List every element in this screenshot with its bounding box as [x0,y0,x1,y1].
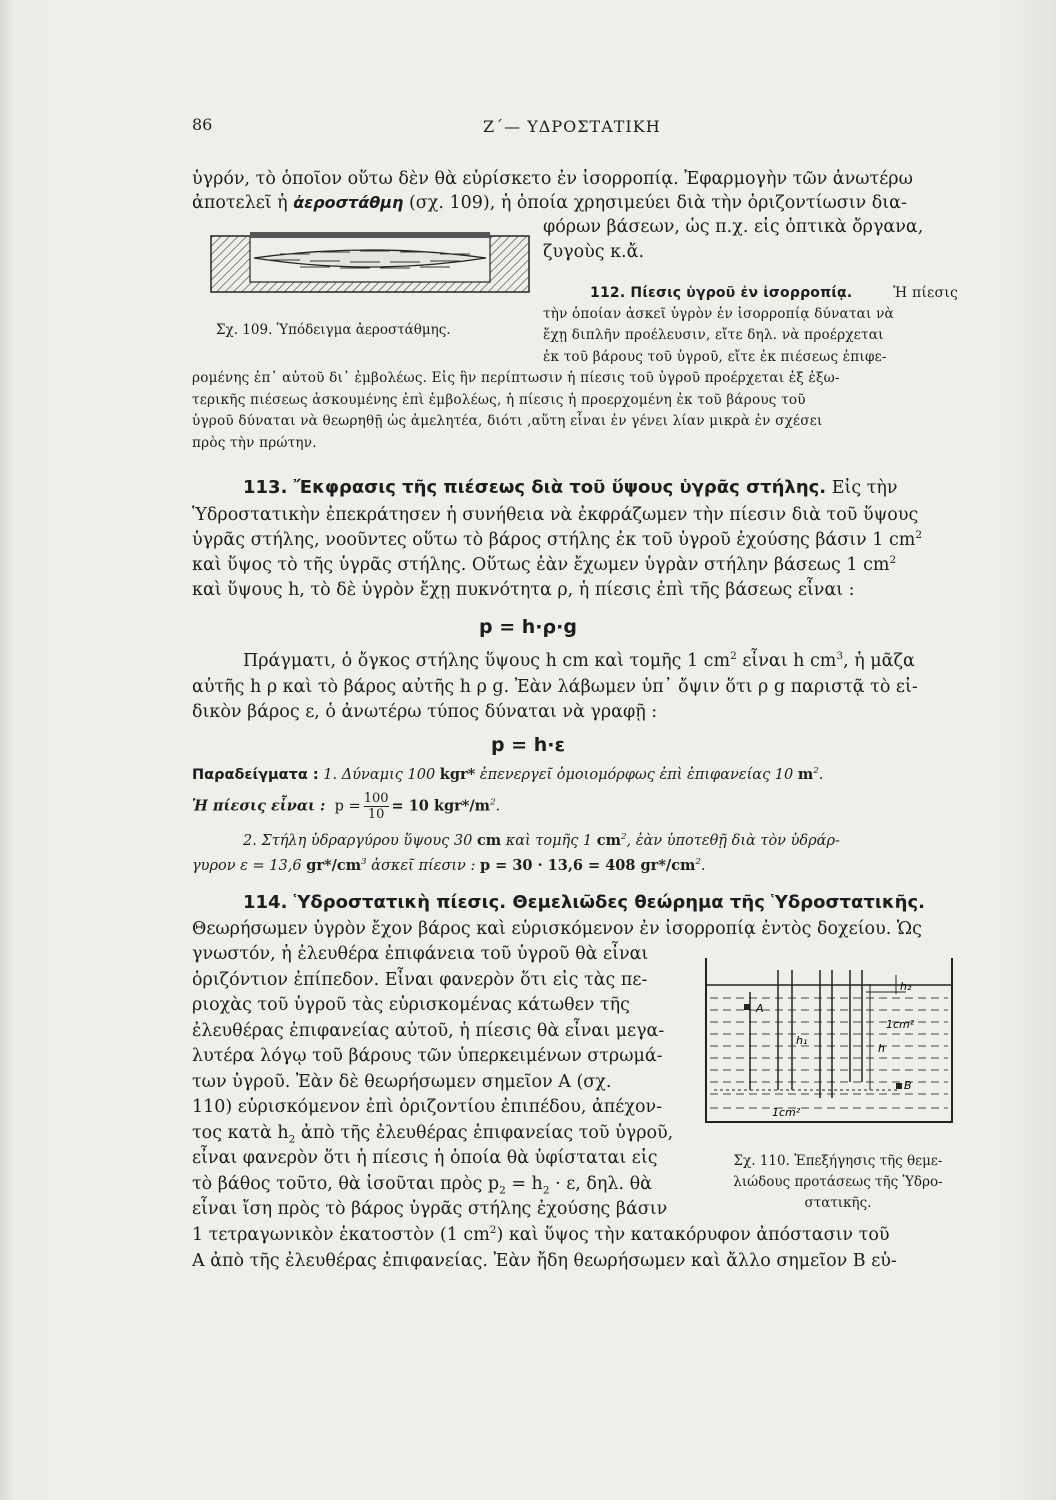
section-114-line-3: ὁριζόντιον ἐπίπεδον. Εἶναι φανερὸν ὅτι εἰς τὰς πε- [192,970,648,990]
page-number: 86 [192,115,213,134]
example-1-result: Ἡ πίεσις εἶναι : p = $\frac{100}{10}$ = 10 $kgr*/m^2$. [192,791,501,822]
example-2-line-1: 2. Στήλη ὑδραργύρου ὕψους 30 cm καὶ τομῆς 1 $cm^2$, ἐὰν ὑποτεθῇ διὰ τὸν ὑδράρ- [243,832,840,849]
section-114-line-4: ριοχὰς τοῦ ὑγροῦ τὰς εὑρισκομένας κάτωθεν τῆς [192,995,630,1015]
intro-line-1: ὑγρόν, τὸ ὁποῖον οὕτω δὲν θὰ εὑρίσκετο ἐν ἰσορροπίᾳ. Ἐφαρμογὴν τῶν ἀνωτέρω [192,169,913,189]
section-114-line-2: γνωστόν, ἡ ἐλευθέρα ἐπιφάνεια τοῦ ὑγροῦ θὰ εἶναι [192,944,649,964]
section-114-line-7: των ὑγροῦ. Ἐὰν δὲ θεωρήσωμεν σημεῖον Α (σχ. [192,1072,612,1092]
section-113-line-2: Ὑδροστατικὴν ἐπεκράτησεν ἡ συνήθεια νὰ ἐκφράζωμεν τὴν πίεσιν διὰ τοῦ ὕψους [192,505,919,525]
section-113-line-4: καὶ ὕψος τὸ τῆς ὑγρᾶς στήλης. Οὕτως ἐὰν ἔχωμεν ὑγρὰν στήλην βάσεως 1 $cm^2$ [192,554,897,575]
example-1: Παραδείγματα : 1. Δύναμις 100 kgr* ἐπενεργεῖ ὁμοιομόρφως ἐπὶ ἐπιφανείας 10 $m^2$. [192,766,824,783]
figure-110-caption: Σχ. 110. Ἐπεξήγησις τῆς θεμε- λιώδους προτάσεως τῆς Ὑδρο- στατικῆς. [733,1153,943,1211]
label-A: A [756,1002,764,1015]
label-1cm2-top: 1cm² [886,1018,915,1031]
intro-line-3: φόρων βάσεων, ὡς π.χ. εἰς ὀπτικὰ ὄργανα, [543,217,924,237]
section-114-line-11: τὸ βάθος τοῦτο, θὰ ἰσοῦται πρὸς $p_2 = h_2 \cdot \varepsilon$, δηλ. θὰ [192,1174,652,1197]
figure-109-spirit-level [210,230,530,295]
section-114-line-14: Α ἀπὸ τῆς ἐλευθέρας ἐπιφανείας. Ἐὰν ἤδη θεωρήσωμεν καὶ ἄλλο σημεῖον Β εὑ- [192,1251,897,1271]
section-112-line-3: ἔχῃ διπλῆν προέλευσιν, εἴτε δηλ. νὰ προέρχεται [543,327,884,343]
section-114-line-13: 1 τετραγωνικὸν ἑκατοστὸν (1 $cm^2$) καὶ ὕψος τὴν κατακόρυφον ἀπόστασιν τοῦ [192,1224,890,1245]
section-114-line-1: Θεωρήσωμεν ὑγρὸν ἔχον βάρος καὶ εὑρισκόμενον ἐν ἰσορροπίᾳ ἐντὸς δοχείου. Ὡς [192,919,922,939]
formula-p-h-rho-g: p = h·ρ·g [479,616,577,638]
formula-p-h-epsilon: p = h·ε [490,734,566,756]
examples-label: Παραδείγματα : [192,767,319,783]
section-113-line-5: καὶ ὕψους h, τὸ δὲ ὑγρὸν ἔχῃ πυκνότητα ρ, ἡ πίεσις ἐπὶ τῆς βάσεως εἶναι : [192,580,855,600]
section-112-line-2: τὴν ὁποίαν ἀσκεῖ ὑγρὸν ἐν ἰσορροπίᾳ δύναται νὰ [543,306,894,322]
label-h: h [878,1042,885,1055]
section-114-line-10: εἶναι φανερὸν ὅτι ἡ πίεσις ἡ ὁποία θὰ ὑφίσταται εἰς [192,1148,658,1168]
label-1cm2-bottom: 1cm² [772,1106,801,1119]
section-114-line-6: λυτέρα λόγῳ τοῦ βάρους τῶν ὑπερκειμένων στρωμά- [192,1046,663,1066]
label-B: B [904,1079,912,1092]
section-112-line-7: ὑγροῦ δύναται νὰ θεωρηθῇ ὡς ἀμελητέα, διότι ,αὕτη εἶναι ἐν γένει λίαν μικρὰ ἐν σχέσει [192,413,823,429]
section-114-line-5: ἐλευθέρας ἐπιφανείας αὐτοῦ, ἡ πίεσις θὰ εἶναι μεγα- [192,1021,665,1041]
label-h2: h₂ [900,980,912,993]
section-114-title: 114. Ὑδροστατικὴ πίεσις. Θεμελιῶδες θεώρημα τῆς Ὑδροστατικῆς. [243,892,926,913]
section-113-line-6: Πράγματι, ὁ ὄγκος στήλης ὕψους h cm καὶ τομῆς 1 $cm^2$ εἶναι h $cm^3$, ἡ μᾶζα [243,650,915,671]
section-112-line-5: ρομένης ἐπ᾽ αὐτοῦ δι᾽ ἐμβολέως. Εἰς ἣν περίπτωσιν ἡ πίεσις τοῦ ὑγροῦ προέρχεται ἐξ ἐξω- [192,370,840,386]
section-112-line-8: πρὸς τὴν πρώτην. [192,435,317,451]
term-aerostathmi: ἀεροστάθμη [293,193,404,212]
section-113-line-3: ὑγρᾶς στήλης, νοοῦντες οὕτω τὸ βάρος στήλης ἐκ τοῦ ὑγροῦ ἐχούσης βάσιν 1 $cm^2$ [192,529,923,550]
running-head: Ζ΄— ΥΔΡΟΣΤΑΤΙΚΗ [483,117,661,136]
section-112-line-4: ἐκ τοῦ βάρους τοῦ ὑγροῦ, εἴτε ἐκ πιέσεως ἐπιφε- [543,349,887,365]
section-114-line-12: εἶναι ἴση πρὸς τὸ βάρος ὑγρᾶς στήλης ἐχούσης βάσιν [192,1199,668,1219]
intro-line-2: ἀποτελεῖ ἡ ἀεροστάθμη (σχ. 109), ἡ ὁποία χρησιμεύει διὰ τὴν ὁριζοντίωσιν δια- [192,193,907,213]
example-2-line-2: γυρον ε = 13,6 $gr*/cm^3$ ἀσκεῖ πίεσιν : p = 30 · 13,6 = 408 $gr*/cm^2$. [192,857,706,874]
section-114-line-8: 110) εὑρισκόμενον ἐπὶ ὁριζοντίου ἐπιπέδου, ἀπέχον- [192,1097,663,1117]
label-h1: h₁ [796,1034,808,1047]
figure-110-vessel [700,950,960,1130]
section-114-line-9: τος κατὰ $h_2$ ἀπὸ τῆς ἐλευθέρας ἐπιφανείας τοῦ ὑγροῦ, [192,1123,674,1146]
section-113-line-7: αὐτῆς h ρ καὶ τὸ βάρος αὐτῆς h ρ g. Ἐὰν λάβωμεν ὑπ᾽ ὄψιν ὅτι ρ g παριστᾷ τὸ εἰ- [192,677,918,697]
section-112-line-6: τερικῆς πιέσεως ἀσκουμένης ἐπὶ ἐμβολέως, ἡ πίεσις ἡ προερχομένη ἐκ τοῦ βάρους τοῦ [192,392,806,408]
section-112-title: 112. Πίεσις ὑγροῦ ἐν ἰσορροπίᾳ. [590,285,853,301]
section-113-line-8: δικὸν βάρος ε, ὁ ἀνωτέρω τύπος δύναται νὰ γραφῇ : [192,702,658,722]
section-112-line-1: 112. Πίεσις ὑγροῦ ἐν ἰσορροπίᾳ. Ἡ πίεσις [590,285,958,301]
figure-109-caption: Σχ. 109. Ὑπόδειγμα ἀεροστάθμης. [216,322,451,338]
intro-line-4: ζυγοὺς κ.ἄ. [543,242,645,262]
section-113-title: 113. Ἔκφρασις τῆς πιέσεως διὰ τοῦ ὕψους ὑγρᾶς στήλης. [243,477,827,498]
section-113-line-1: 113. Ἔκφρασις τῆς πιέσεως διὰ τοῦ ὕψους ὑγρᾶς στήλης. Εἰς τὴν [243,477,898,498]
